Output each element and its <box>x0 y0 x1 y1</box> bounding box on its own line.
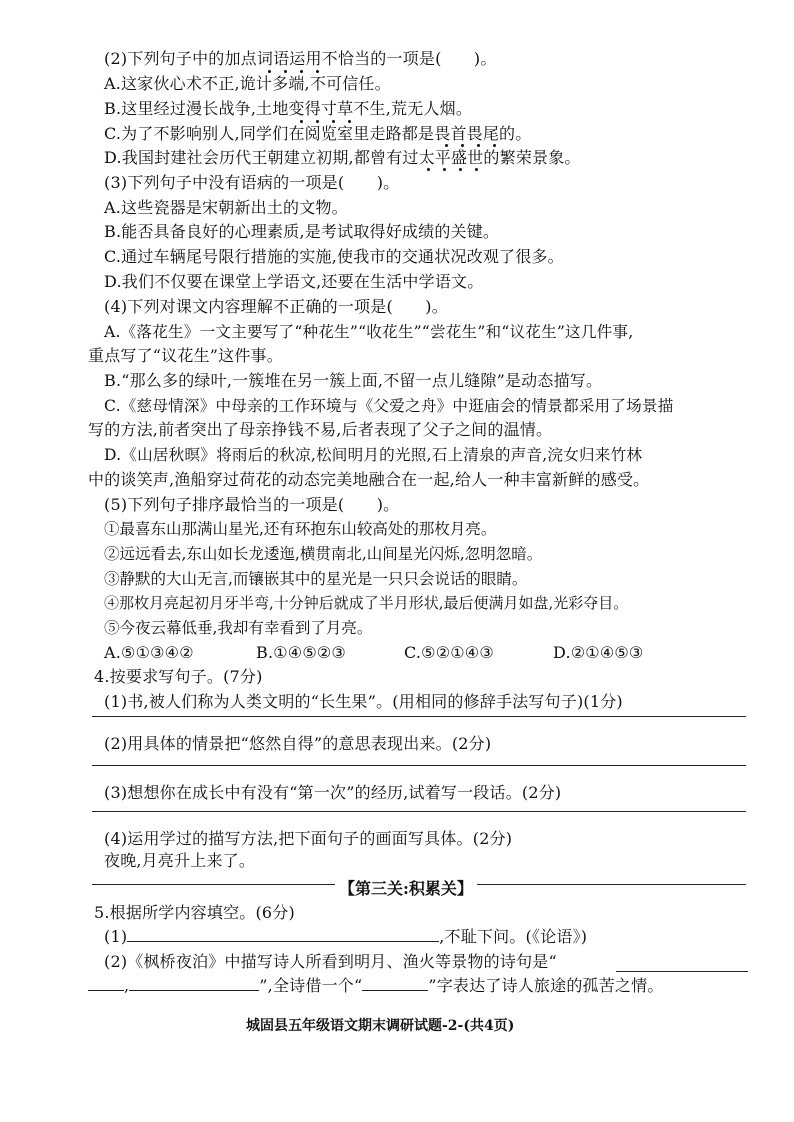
q3-5-sentence-2: ②远远看去,东山如长龙逶迤,横贯南北,山间星光闪烁,忽明忽暗。 <box>104 545 543 563</box>
q3-4-option-c-line2: 写的方法,前者突出了母亲挣钱不易,后者表现了父子之间的温情。 <box>88 420 553 439</box>
q5-part-1 <box>104 927 587 947</box>
q3-3-option-b: B.能否具备良好的心理素质,是考试取得好成绩的关键。 <box>104 222 500 241</box>
q3-5-sentence-4: ④那枚月亮起初月牙半弯,十分钟后就成了半月形状,最后便满月如盘,光彩夺目。 <box>104 594 629 612</box>
q3-2-option-a: A.这家伙心术不正,诡计多端,不可信任。 <box>104 74 391 93</box>
emphasis-dot <box>300 70 303 73</box>
answer-line[interactable] <box>92 811 746 812</box>
q3-5-stem: (5)下列句子排序最恰当的一项是( )。 <box>104 495 400 514</box>
fill-blank[interactable] <box>127 927 439 942</box>
q3-3-option-c: C.通过车辆尾号限行措施的实施,使我市的交通状况改观了很多。 <box>104 247 564 266</box>
q5-part-2-text: ”,全诗借一个“ <box>259 976 363 995</box>
q3-5-option-a: A.⑤①③④② <box>104 643 194 662</box>
q3-3-option-a: A.这些瓷器是宋朝新出土的文物。 <box>104 198 348 217</box>
q4-part-1: (1)书,被人们称为人类文明的“长生果”。(用相同的修辞手法写句子)(1分) <box>104 692 623 711</box>
q3-4-stem: (4)下列对课文内容理解不正确的一项是( )。 <box>104 297 448 316</box>
emphasis-dot <box>332 120 335 123</box>
answer-line[interactable] <box>92 765 746 766</box>
q3-3-stem: (3)下列句子中没有语病的一项是( )。 <box>104 173 400 192</box>
q4-part-4: (4)运用学过的描写方法,把下面句子的画面写具体。(2分) <box>104 829 513 848</box>
emphasis-dot <box>459 168 462 171</box>
comma: , <box>124 976 130 995</box>
q3-5-sentence-5: ⑤今夜云幕低垂,我却有幸看到了月亮。 <box>104 619 373 637</box>
q3-2-option-d: D.我国封建社会历代王朝建立初期,都曾有过太平盛世的繁荣景象。 <box>104 148 581 167</box>
q5-part-1-tail: ,不耻下问。(《论语》) <box>439 927 588 946</box>
q5-part-1-number: (1) <box>104 927 128 946</box>
q3-5-option-b: B.①④⑤②③ <box>256 643 346 662</box>
emphasis-dot <box>284 70 287 73</box>
emphasis-dot <box>475 168 478 171</box>
emphasis-dot <box>493 144 496 147</box>
q3-4-option-d-line1: D.《山居秋暝》将雨后的秋凉,松间明月的光照,石上清泉的声音,浣女归来竹林 <box>104 446 643 464</box>
emphasis-dot <box>268 70 271 73</box>
q3-2-stem: (2)下列句子中的加点词语运用不恰当的一项是( )。 <box>104 49 497 68</box>
q3-4-option-c-line1: C.《慈母情深》中母亲的工作环境与《父爱之舟》中逛庙会的情景都采用了场景描 <box>104 397 674 415</box>
fill-blank[interactable] <box>362 976 428 991</box>
q3-4-option-a-line1: A.《落花生》一文主要写了“种花生”“收花生”“尝花生”和“议花生”这几件事, <box>104 323 634 341</box>
q3-2-option-c: C.为了不影响别人,同学们在阅览室里走路都是畏首畏尾的。 <box>104 124 532 143</box>
q3-2-option-b: B.这里经过漫长战争,土地变得寸草不生,荒无人烟。 <box>104 99 473 118</box>
emphasis-dot <box>461 144 464 147</box>
fill-blank[interactable] <box>129 976 259 991</box>
q4-part-2: (2)用具体的情景把“悠然自得”的意思表现出来。(2分) <box>104 734 492 753</box>
emphasis-dot <box>443 168 446 171</box>
q3-5-option-c: C.⑤②①④③ <box>404 643 494 662</box>
q5-part-2-tail: ”字表达了诗人旅途的孤苦之情。 <box>428 976 664 995</box>
answer-line[interactable] <box>92 716 746 717</box>
q3-5-option-d: D.②①④⑤③ <box>553 643 644 662</box>
q3-5-sentence-1: ①最喜东山那满山星光,还有环抱东山较高处的那枚月亮。 <box>104 520 497 538</box>
q4-part-4-sentence: 夜晚,月亮升上来了。 <box>104 851 256 870</box>
fill-blank[interactable] <box>616 971 748 972</box>
fill-blank[interactable] <box>88 976 124 991</box>
q3-4-option-b: B.“那么多的绿叶,一簇堆在另一簇上面,不留一点儿缝隙”是动态描写。 <box>104 371 603 390</box>
q5-part-2-line2 <box>88 976 664 996</box>
emphasis-dot <box>477 144 480 147</box>
q4-part-3: (3)想想你在成长中有没有“第一次”的经历,试着写一段话。(2分) <box>104 783 562 802</box>
section-title: 【第三关:积累关】 <box>335 879 477 899</box>
q3-4-option-a-line2: 重点写了“议花生”这件事。 <box>88 346 283 365</box>
q3-5-sentence-3: ③静默的大山无言,而镶嵌其中的星光是一只只会说话的眼睛。 <box>104 570 528 588</box>
emphasis-dot <box>348 120 351 123</box>
emphasis-dot <box>445 144 448 147</box>
emphasis-dot <box>316 120 319 123</box>
q4-title: 4.按要求写句子。(7分) <box>94 667 263 686</box>
emphasis-dot <box>427 168 430 171</box>
page-footer: 城固县五年级语文期末调研试题-2-(共4页) <box>246 1018 515 1034</box>
q3-4-option-d-line2: 中的谈笑声,渔船穿过荷花的动态完美地融合在一起,给人一种丰富新鲜的感受。 <box>88 470 650 489</box>
q3-3-option-d: D.我们不仅要在课堂上学语文,还要在生活中学语文。 <box>104 272 484 291</box>
emphasis-dot <box>316 70 319 73</box>
q5-part-2-line1: (2)《枫桥夜泊》中描写诗人所看到明月、渔火等景物的诗句是“ <box>104 952 557 971</box>
q5-title: 5.根据所学内容填空。(6分) <box>94 903 295 922</box>
emphasis-dot <box>300 120 303 123</box>
